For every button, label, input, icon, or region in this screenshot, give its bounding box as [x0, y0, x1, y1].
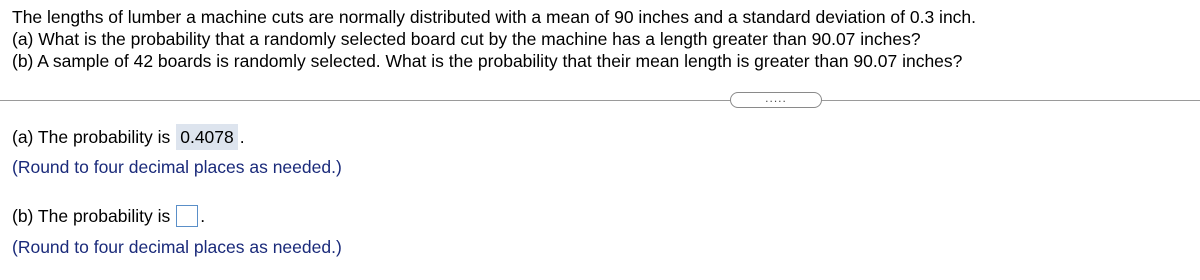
- expand-more-button[interactable]: [730, 92, 822, 108]
- answer-b-prefix: (b) The probability is: [12, 206, 171, 226]
- answer-b-hint: (Round to four decimal places as needed.): [12, 237, 342, 257]
- answer-b-period: .: [200, 206, 206, 226]
- question-intro: The lengths of lumber a machine cuts are normally distributed with a mean of 90 inches and a standard deviation of 0.3 inch.: [12, 7, 977, 27]
- answer-a-hint: (Round to four decimal places as needed.): [12, 157, 342, 177]
- section-divider: [0, 100, 1200, 101]
- answer-b-input[interactable]: [176, 205, 198, 227]
- question-text: [12, 6, 1192, 72]
- answer-b-line: [12, 204, 205, 228]
- answer-a-prefix: (a) The probability is: [12, 127, 171, 147]
- answer-a-value: 0.4078: [176, 124, 238, 150]
- more-dots-icon: .....: [765, 91, 787, 105]
- question-part-a: (a) What is the probability that a randomly selected board cut by the machine has a length greater than 90.07 inches?: [12, 29, 921, 49]
- answer-a-period: .: [239, 127, 245, 147]
- answer-a-line: [12, 124, 245, 150]
- question-part-b: (b) A sample of 42 boards is randomly selected. What is the probability that their mean length is greater than 90.07 inches?: [12, 51, 963, 71]
